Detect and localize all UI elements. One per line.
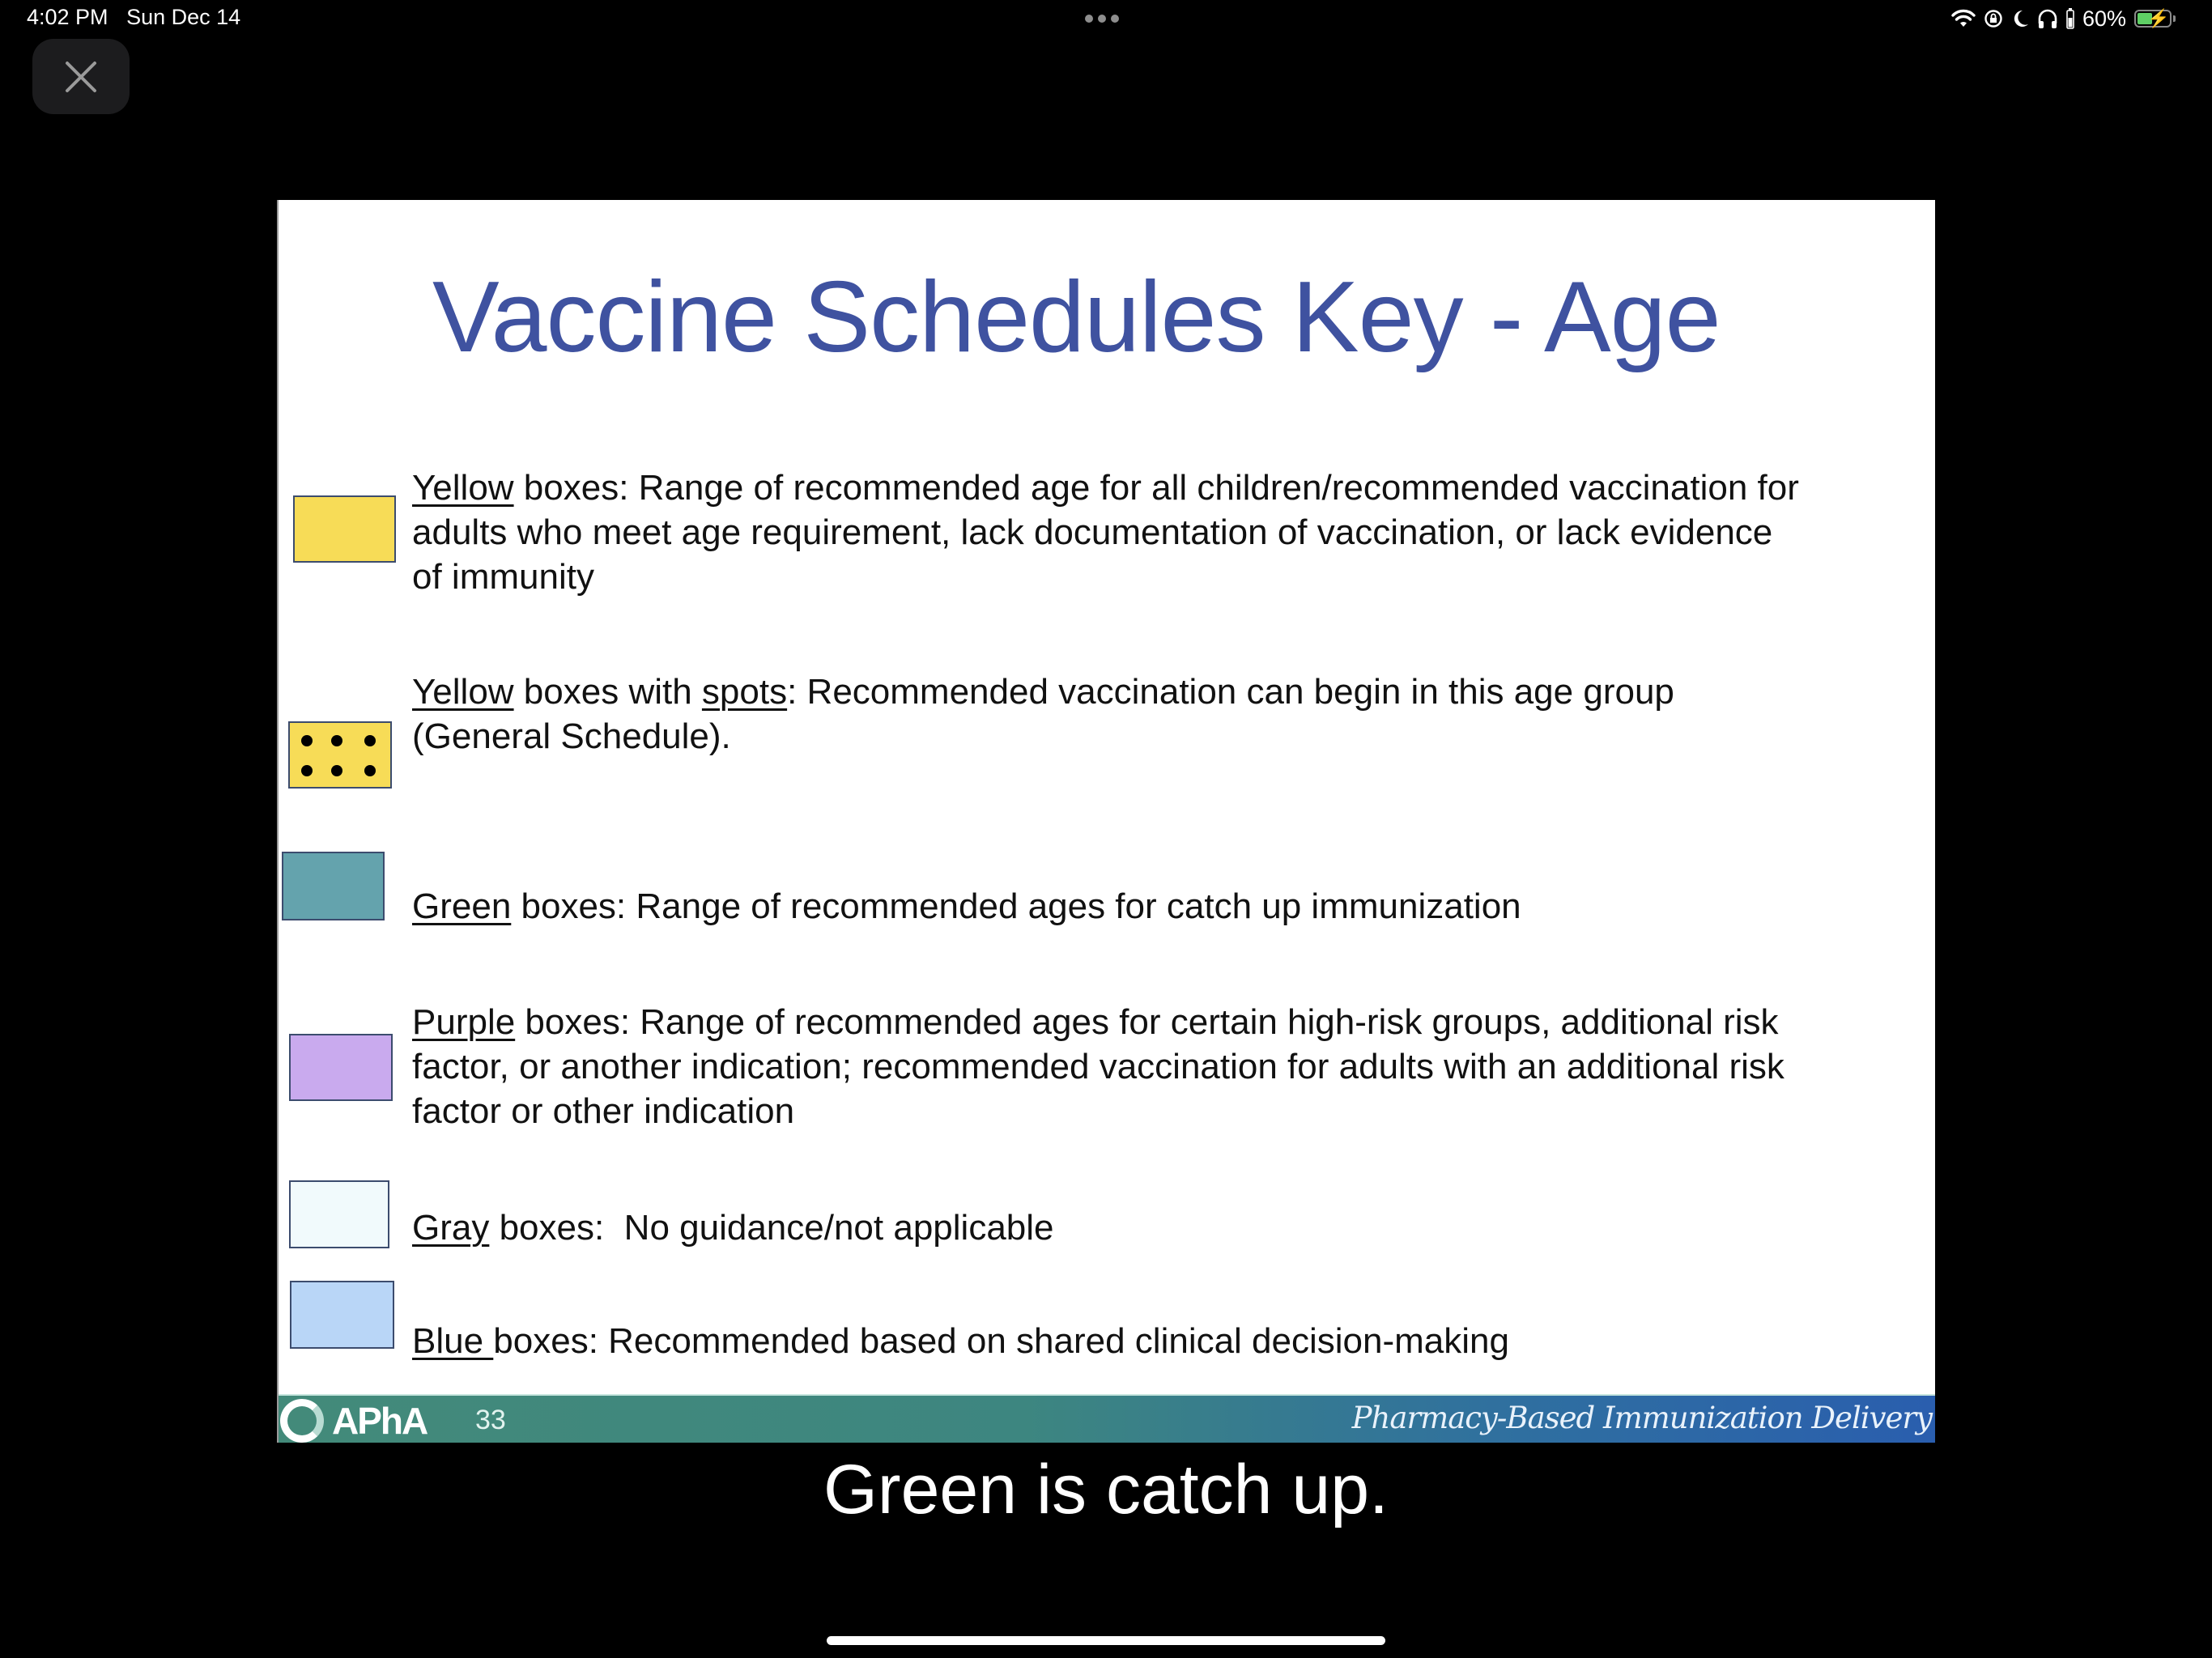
apha-logo-text: APhA xyxy=(332,1400,428,1442)
home-indicator[interactable] xyxy=(827,1636,1385,1645)
key-text-fragment: boxes with xyxy=(513,672,702,712)
yellow-swatch xyxy=(293,495,396,563)
key-line: (General Schedule). xyxy=(412,716,731,756)
key-item-yellow xyxy=(412,466,1870,599)
green-swatch xyxy=(282,852,385,920)
key-item-gray xyxy=(412,1205,1870,1250)
headphones-icon xyxy=(2037,8,2058,29)
spot-dot xyxy=(301,765,313,776)
key-text-line: boxes: Range of recommended ages for catch up immunization xyxy=(511,886,1521,926)
key-text-line: boxes: No guidance/not applicable xyxy=(489,1208,1054,1248)
footer-tagline: Pharmacy-Based Immunization Delivery xyxy=(1351,1401,1932,1435)
key-line: of immunity xyxy=(412,557,594,597)
gray-swatch xyxy=(289,1180,389,1248)
yellow-spots-swatch xyxy=(288,721,392,789)
key-item-yellow-spots xyxy=(412,670,1870,759)
slide-title: Vaccine Schedules Key - Age xyxy=(432,261,1721,373)
apha-ring-logo-icon xyxy=(280,1399,324,1443)
key-line: factor or other indication xyxy=(412,1091,795,1131)
key-item-green xyxy=(412,884,1870,929)
do-not-disturb-moon-icon xyxy=(2011,9,2029,28)
multitasking-ellipsis-icon[interactable] xyxy=(1085,15,1119,23)
subtitle-caption: Green is catch up. xyxy=(823,1451,1389,1528)
presentation-slide xyxy=(277,200,1935,1443)
spot-dot xyxy=(301,735,313,746)
key-text-line: boxes: Recommended based on shared clinical decision-making xyxy=(493,1321,1509,1361)
apha-logo xyxy=(280,1399,427,1443)
status-date: Sun Dec 14 xyxy=(126,5,241,29)
key-line xyxy=(412,670,1870,714)
slide-footer-bar xyxy=(279,1394,1935,1443)
battery-charging-icon: ⚡ xyxy=(2134,10,2172,28)
close-x-icon xyxy=(65,61,97,93)
key-line xyxy=(412,1205,1870,1250)
close-button[interactable] xyxy=(32,39,130,114)
key-color-label: Purple xyxy=(412,1002,516,1042)
key-line: factor, or another indication; recommended vaccination for adults with an additional risk xyxy=(412,1047,1784,1086)
status-bar-time-date xyxy=(27,5,240,30)
blue-swatch xyxy=(290,1281,394,1349)
key-color-label: Green xyxy=(412,886,512,926)
key-line xyxy=(412,466,1870,510)
spot-dot xyxy=(364,765,376,776)
purple-swatch xyxy=(289,1034,393,1101)
wifi-icon xyxy=(1951,9,1976,28)
status-bar-indicators xyxy=(1951,5,2176,32)
key-item-purple xyxy=(412,1000,1870,1133)
key-color-label: Blue xyxy=(412,1321,494,1361)
key-text-line: boxes: Range of recommended ages for certain high-risk groups, additional risk xyxy=(515,1002,1779,1042)
key-line xyxy=(412,884,1870,929)
battery-percent: 60% xyxy=(2082,6,2126,31)
spot-dot xyxy=(364,735,376,746)
battery-nub xyxy=(2173,15,2176,22)
key-text-line: boxes: Range of recommended age for all children/recommended vaccination for xyxy=(513,468,1799,508)
key-color-label: Gray xyxy=(412,1208,490,1248)
key-text-line: : Recommended vaccination can begin in this age group xyxy=(787,672,1674,712)
key-item-blue xyxy=(412,1319,1870,1363)
spot-dot xyxy=(331,765,342,776)
orientation-lock-icon xyxy=(1984,9,2003,28)
key-color-label: Yellow xyxy=(412,468,514,508)
key-pattern-label: spots xyxy=(701,672,788,712)
key-line xyxy=(412,1000,1870,1044)
status-time: 4:02 PM xyxy=(27,5,108,29)
headphones-battery-icon xyxy=(2066,8,2074,29)
spot-dot xyxy=(331,735,342,746)
slide-number: 33 xyxy=(475,1405,506,1435)
key-line xyxy=(412,1319,1870,1363)
key-line: adults who meet age requirement, lack documentation of vaccination, or lack evidence xyxy=(412,512,1773,552)
key-color-label: Yellow xyxy=(412,672,514,712)
